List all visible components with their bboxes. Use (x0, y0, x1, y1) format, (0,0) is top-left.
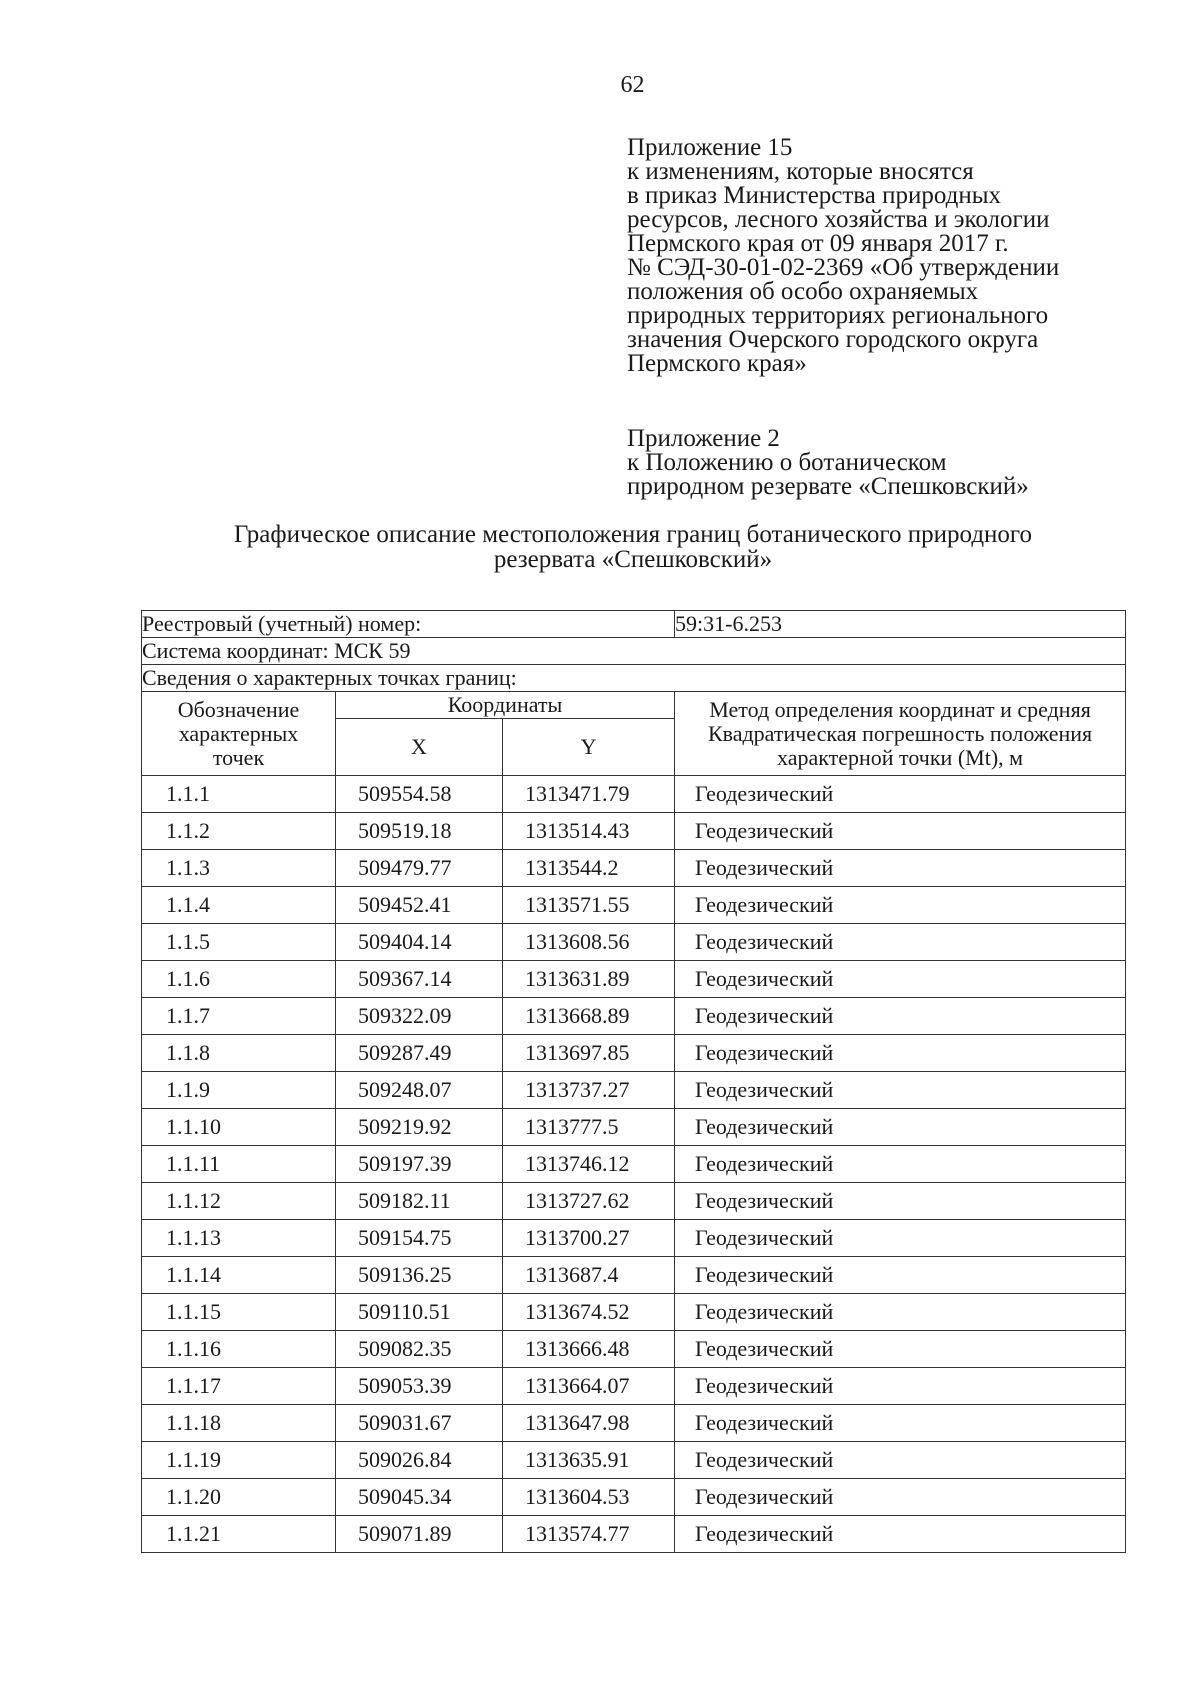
col-point-header (142, 692, 336, 776)
x-cell: 509479.77 (336, 850, 503, 887)
x-cell: 509248.07 (336, 1072, 503, 1109)
points-info-row (142, 665, 1126, 692)
table-row (142, 776, 1126, 813)
y-cell: 1313544.2 (503, 850, 675, 887)
point-cell: 1.1.14 (142, 1257, 336, 1294)
appendix-15-block (627, 136, 1147, 376)
y-cell: 1313666.48 (503, 1331, 675, 1368)
appendix-2-line: Приложение 2 (627, 425, 780, 452)
table-row (142, 1294, 1126, 1331)
point-cell: 1.1.10 (142, 1109, 336, 1146)
appendix-2-line: природном резервате «Спешковский» (627, 473, 1029, 500)
method-cell: Геодезический (675, 887, 1126, 924)
table-row (142, 924, 1126, 961)
point-cell: 1.1.12 (142, 1183, 336, 1220)
method-cell: Геодезический (675, 813, 1126, 850)
appendix-2-line: к Положению о ботаническом (627, 449, 947, 476)
y-cell: 1313700.27 (503, 1220, 675, 1257)
table-row (142, 1072, 1126, 1109)
appendix-15-line: положения об особо охраняемых (627, 278, 979, 305)
y-cell: 1313471.79 (503, 776, 675, 813)
table-row (142, 1035, 1126, 1072)
y-cell: 1313674.52 (503, 1294, 675, 1331)
method-cell: Геодезический (675, 1442, 1126, 1479)
method-cell: Геодезический (675, 1479, 1126, 1516)
y-cell: 1313697.85 (503, 1035, 675, 1072)
method-cell: Геодезический (675, 1146, 1126, 1183)
appendix-15-line: в приказ Министерства природных (627, 182, 1002, 209)
document-title-line: Графическое описание местоположения границ ботанического природного (233, 521, 1033, 548)
table-row (142, 998, 1126, 1035)
table-row (142, 1442, 1126, 1479)
x-cell: 509404.14 (336, 924, 503, 961)
x-cell: 509026.84 (336, 1442, 503, 1479)
point-cell: 1.1.6 (142, 961, 336, 998)
point-cell: 1.1.7 (142, 998, 336, 1035)
point-cell: 1.1.2 (142, 813, 336, 850)
point-cell: 1.1.20 (142, 1479, 336, 1516)
col-point-header-line: Обозначение (177, 696, 300, 722)
x-cell: 509071.89 (336, 1516, 503, 1553)
method-cell: Геодезический (675, 961, 1126, 998)
y-cell: 1313668.89 (503, 998, 675, 1035)
point-cell: 1.1.1 (142, 776, 336, 813)
method-cell: Геодезический (675, 1035, 1126, 1072)
table-row (142, 1109, 1126, 1146)
method-cell: Геодезический (675, 1294, 1126, 1331)
point-cell: 1.1.5 (142, 924, 336, 961)
coordinates-table (141, 610, 1126, 1553)
col-method-header-line: Квадратическая погрешность положения (707, 720, 1093, 746)
col-x-header: X (336, 719, 503, 776)
point-cell: 1.1.16 (142, 1331, 336, 1368)
point-cell: 1.1.13 (142, 1220, 336, 1257)
table-row (142, 1516, 1126, 1553)
y-cell: 1313647.98 (503, 1405, 675, 1442)
point-cell: 1.1.18 (142, 1405, 336, 1442)
point-cell: 1.1.9 (142, 1072, 336, 1109)
x-cell: 509136.25 (336, 1257, 503, 1294)
method-cell: Геодезический (675, 1109, 1126, 1146)
x-cell: 509154.75 (336, 1220, 503, 1257)
x-cell: 509197.39 (336, 1146, 503, 1183)
table-row (142, 813, 1126, 850)
table-row (142, 1405, 1126, 1442)
appendix-15-line: к изменениям, которые вносятся (627, 158, 974, 185)
table-row (142, 1146, 1126, 1183)
appendix-15-line: Пермского края» (627, 350, 807, 377)
x-cell: 509322.09 (336, 998, 503, 1035)
y-cell: 1313777.5 (503, 1109, 675, 1146)
point-cell: 1.1.4 (142, 887, 336, 924)
registry-value: 59:31-6.253 (675, 611, 1126, 638)
table-row (142, 1183, 1126, 1220)
table-row (142, 1479, 1126, 1516)
y-cell: 1313608.56 (503, 924, 675, 961)
y-cell: 1313631.89 (503, 961, 675, 998)
appendix-2-block (627, 427, 1147, 499)
method-cell: Геодезический (675, 924, 1126, 961)
col-method-header-line: характерной точки (Mt), м (776, 744, 1024, 770)
table-row (142, 1257, 1126, 1294)
x-cell: 509219.92 (336, 1109, 503, 1146)
method-cell: Геодезический (675, 1331, 1126, 1368)
document-title (130, 522, 1136, 572)
table-row (142, 887, 1126, 924)
y-cell: 1313635.91 (503, 1442, 675, 1479)
coord-system: Система координат: МСК 59 (142, 638, 1126, 665)
x-cell: 509554.58 (336, 776, 503, 813)
appendix-15-line: ресурсов, лесного хозяйства и экологии (627, 206, 1050, 233)
registry-row (142, 611, 1126, 638)
table-row (142, 850, 1126, 887)
x-cell: 509519.18 (336, 813, 503, 850)
method-cell: Геодезический (675, 1516, 1126, 1553)
y-cell: 1313514.43 (503, 813, 675, 850)
y-cell: 1313737.27 (503, 1072, 675, 1109)
point-cell: 1.1.11 (142, 1146, 336, 1183)
y-cell: 1313746.12 (503, 1146, 675, 1183)
point-cell: 1.1.21 (142, 1516, 336, 1553)
method-cell: Геодезический (675, 776, 1126, 813)
table-row (142, 1220, 1126, 1257)
y-cell: 1313687.4 (503, 1257, 675, 1294)
table-row (142, 1368, 1126, 1405)
y-cell: 1313604.53 (503, 1479, 675, 1516)
point-cell: 1.1.15 (142, 1294, 336, 1331)
point-cell: 1.1.3 (142, 850, 336, 887)
coord-system-row (142, 638, 1126, 665)
registry-label: Реестровый (учетный) номер: (142, 611, 675, 638)
x-cell: 509182.11 (336, 1183, 503, 1220)
x-cell: 509031.67 (336, 1405, 503, 1442)
method-cell: Геодезический (675, 1257, 1126, 1294)
method-cell: Геодезический (675, 1183, 1126, 1220)
col-point-header-line: точек (212, 744, 265, 770)
col-method-header (675, 692, 1126, 776)
x-cell: 509452.41 (336, 887, 503, 924)
method-cell: Геодезический (675, 1220, 1126, 1257)
y-cell: 1313727.62 (503, 1183, 675, 1220)
y-cell: 1313664.07 (503, 1368, 675, 1405)
table-row (142, 961, 1126, 998)
appendix-15-line: природных территориях регионального (627, 302, 1049, 329)
x-cell: 509367.14 (336, 961, 503, 998)
x-cell: 509110.51 (336, 1294, 503, 1331)
page-number: 62 (620, 72, 645, 98)
method-cell: Геодезический (675, 998, 1126, 1035)
document-title-line: резервата «Спешковский» (493, 546, 773, 573)
header-row (142, 692, 1126, 719)
method-cell: Геодезический (675, 850, 1126, 887)
x-cell: 509045.34 (336, 1479, 503, 1516)
col-point-header-line: характерных (178, 720, 299, 746)
method-cell: Геодезический (675, 1368, 1126, 1405)
appendix-15-line: Приложение 15 (627, 134, 793, 161)
appendix-15-line: значения Очерского городского округа (627, 326, 1039, 353)
x-cell: 509082.35 (336, 1331, 503, 1368)
x-cell: 509053.39 (336, 1368, 503, 1405)
x-cell: 509287.49 (336, 1035, 503, 1072)
method-cell: Геодезический (675, 1072, 1126, 1109)
col-method-header-line: Метод определения координат и средняя (709, 696, 1091, 722)
method-cell: Геодезический (675, 1405, 1126, 1442)
points-info: Сведения о характерных точках границ: (142, 665, 1126, 692)
table-row (142, 1331, 1126, 1368)
point-cell: 1.1.19 (142, 1442, 336, 1479)
y-cell: 1313574.77 (503, 1516, 675, 1553)
point-cell: 1.1.8 (142, 1035, 336, 1072)
y-cell: 1313571.55 (503, 887, 675, 924)
col-coords-header: Координаты (336, 692, 675, 719)
appendix-15-line: № СЭД-30-01-02-2369 «Об утверждении (627, 254, 1060, 281)
appendix-15-line: Пермского края от 09 января 2017 г. (627, 230, 1009, 257)
col-y-header: Y (503, 719, 675, 776)
point-cell: 1.1.17 (142, 1368, 336, 1405)
